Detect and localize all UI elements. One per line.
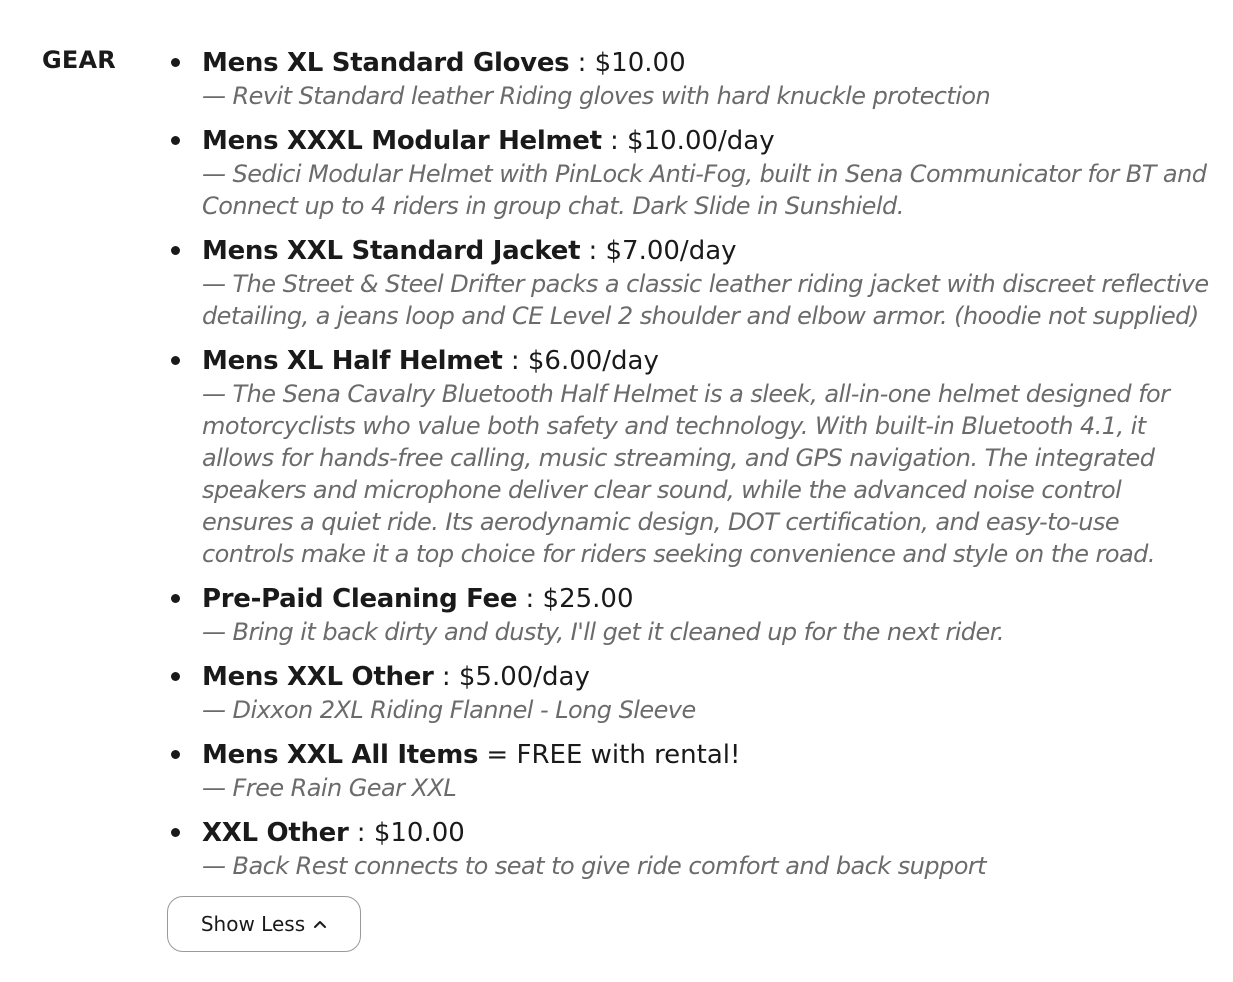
item-price: $10.00 xyxy=(373,818,465,848)
show-less-button[interactable] xyxy=(167,896,361,952)
item-name: Pre-Paid Cleaning Fee xyxy=(202,584,518,614)
item-separator: = xyxy=(478,740,517,770)
item-separator: : xyxy=(601,126,628,156)
item-separator: : xyxy=(517,584,543,614)
list-item xyxy=(170,582,1210,648)
item-name: Mens XL Half Helmet xyxy=(202,346,503,376)
bullet-icon xyxy=(171,672,180,681)
item-separator: : xyxy=(433,662,459,692)
item-name: Mens XXXL Modular Helmet xyxy=(202,126,602,156)
item-description: — The Street & Steel Drifter packs a classic leather riding jacket with discreet reflective detailing, a jeans loop and CE Level 2 shoulder and elbow armor. (hoodie not supplied) xyxy=(202,270,1209,330)
item-price: $25.00 xyxy=(542,584,634,614)
item-separator: : xyxy=(569,48,595,78)
list-item xyxy=(170,660,1210,726)
item-separator: : xyxy=(580,236,606,266)
item-description: — Dixxon 2XL Riding Flannel - Long Sleeve xyxy=(202,696,696,724)
item-price: FREE with rental! xyxy=(516,740,741,770)
bullet-icon xyxy=(171,58,180,67)
gear-list xyxy=(170,46,1210,894)
item-separator: : xyxy=(502,346,528,376)
item-name: XXL Other xyxy=(202,818,349,848)
chevron-up-icon xyxy=(313,919,327,929)
item-name: Mens XL Standard Gloves xyxy=(202,48,570,78)
item-description: — Sedici Modular Helmet with PinLock Anti-Fog, built in Sena Communicator for BT and Connect up to 4 riders in group chat. Dark Slide in Sunshield. xyxy=(202,160,1207,220)
item-description: — Bring it back dirty and dusty, I'll get it cleaned up for the next rider. xyxy=(202,618,1004,646)
bullet-icon xyxy=(171,136,180,145)
list-item xyxy=(170,234,1210,332)
item-price: $6.00/day xyxy=(527,346,659,376)
item-price: $10.00 xyxy=(594,48,686,78)
item-price: $10.00/day xyxy=(627,126,775,156)
item-price: $5.00/day xyxy=(458,662,590,692)
item-price: $7.00/day xyxy=(605,236,737,266)
item-name: Mens XXL Other xyxy=(202,662,434,692)
item-separator: : xyxy=(348,818,374,848)
bullet-icon xyxy=(171,246,180,255)
item-description: — Revit Standard leather Riding gloves with hard knuckle protection xyxy=(202,82,991,110)
list-item xyxy=(170,738,1210,804)
item-description: — Back Rest connects to seat to give ride comfort and back support xyxy=(202,852,987,880)
list-item xyxy=(170,344,1210,570)
item-name: Mens XXL Standard Jacket xyxy=(202,236,581,266)
list-item xyxy=(170,46,1210,112)
item-description: — The Sena Cavalry Bluetooth Half Helmet is a sleek, all-in-one helmet designed for motorcyclists who value both safety and technology. With built-in Bluetooth 4.1, it allows for hands-free calling, music streaming, and GPS navigation. The integrated speakers and microphone deliver clear sound, while the advanced noise control ensures a quiet ride. Its aerodynamic design, DOT certification, and easy-to-use controls make it a top choice for riders seeking convenience and style on the road. xyxy=(202,380,1170,568)
item-description: — Free Rain Gear XXL xyxy=(202,774,457,802)
bullet-icon xyxy=(171,828,180,837)
list-item xyxy=(170,124,1210,222)
bullet-icon xyxy=(171,750,180,759)
bullet-icon xyxy=(171,356,180,365)
section-label: GEAR xyxy=(42,46,116,74)
show-less-label: Show Less xyxy=(200,912,306,936)
list-item xyxy=(170,816,1210,882)
bullet-icon xyxy=(171,594,180,603)
item-name: Mens XXL All Items xyxy=(202,740,479,770)
